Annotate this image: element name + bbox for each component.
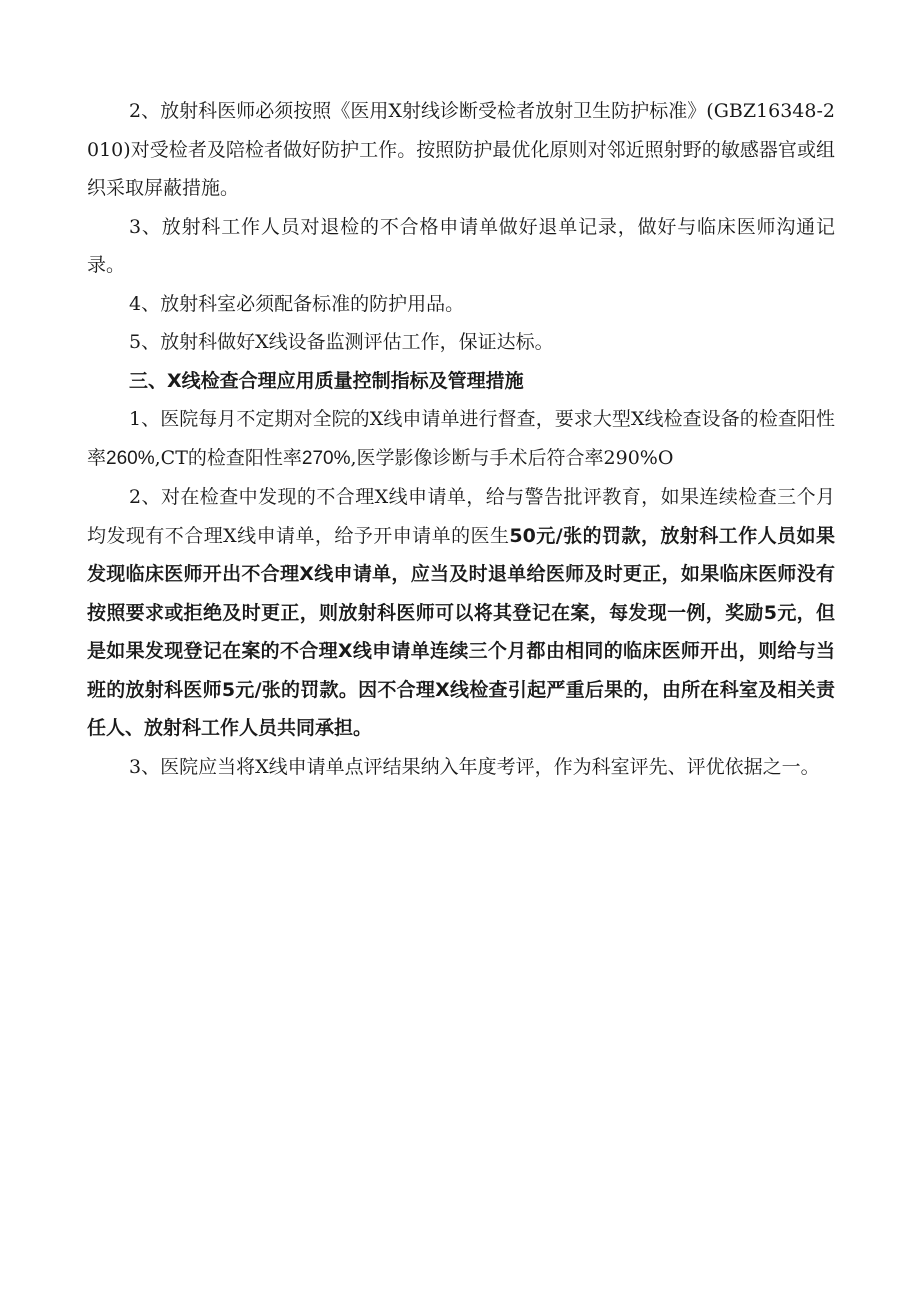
section3-paragraph-1 bbox=[87, 400, 835, 478]
document-page bbox=[87, 92, 835, 786]
paragraph-item-2: 2、放射科医师必须按照《医用X射线诊断受检者放射卫生防护标准》(GBZ16348-2010)对受检者及陪检者做好防护工作。按照防护最优化原则对邻近照射野的敏感器官或组织采取屏蔽措施。 bbox=[87, 100, 835, 199]
s2-text-bold: 50元/张的罚款，放射科工作人员如果发现临床医师开出不合理X线申请单，应当及时退单给医师及时更正，如果临床医师没有按照要求或拒绝及时更正，则放射科医师可以将其登记在案，每发现一例，奖励5元，但是如果发现登记在案的不合理X线申请单连续三个月都由相同的临床医师开出，则给与当班的放射科医师5元/张的罚款。因不合理X线检查引起严重后果的，由所在科室及相关责任人、放射科工作人员共同承担。 bbox=[87, 524, 835, 739]
s1-text-part3: ,医学影像诊断与手术后符合率290%O bbox=[350, 446, 674, 469]
s1-rate-1: 260% bbox=[106, 447, 155, 469]
paragraph-item-4: 4、放射科室必须配备标准的防护用品。 bbox=[129, 292, 465, 315]
paragraph-item-5: 5、放射科做好X线设备监测评估工作，保证达标。 bbox=[129, 331, 554, 353]
section3-paragraph-3: 3、医院应当将X线申请单点评结果纳入年度考评，作为科室评先、评优依据之一。 bbox=[129, 755, 820, 778]
s1-text-part2: ,CT的检查阳性率 bbox=[154, 446, 302, 469]
s1-text-part1: 1、医院每月不定期对全院的X线申请单进行督查，要求大型X线检查设备的检查阳性率 bbox=[87, 408, 835, 469]
s1-rate-2: 270% bbox=[301, 447, 351, 469]
section-heading-3: 三、X线检查合理应用质量控制指标及管理措施 bbox=[129, 369, 524, 392]
paragraph-item-3: 3、放射科工作人员对退检的不合格申请单做好退单记录，做好与临床医师沟通记录。 bbox=[87, 215, 835, 276]
section3-paragraph-2 bbox=[87, 478, 835, 748]
s2-text-normal: 2、对在检查中发现的不合理X线申请单，给与警告批评教育，如果连续检查三个月均发现有不合理X线申请单，给予开申请单的医生 bbox=[87, 486, 835, 547]
